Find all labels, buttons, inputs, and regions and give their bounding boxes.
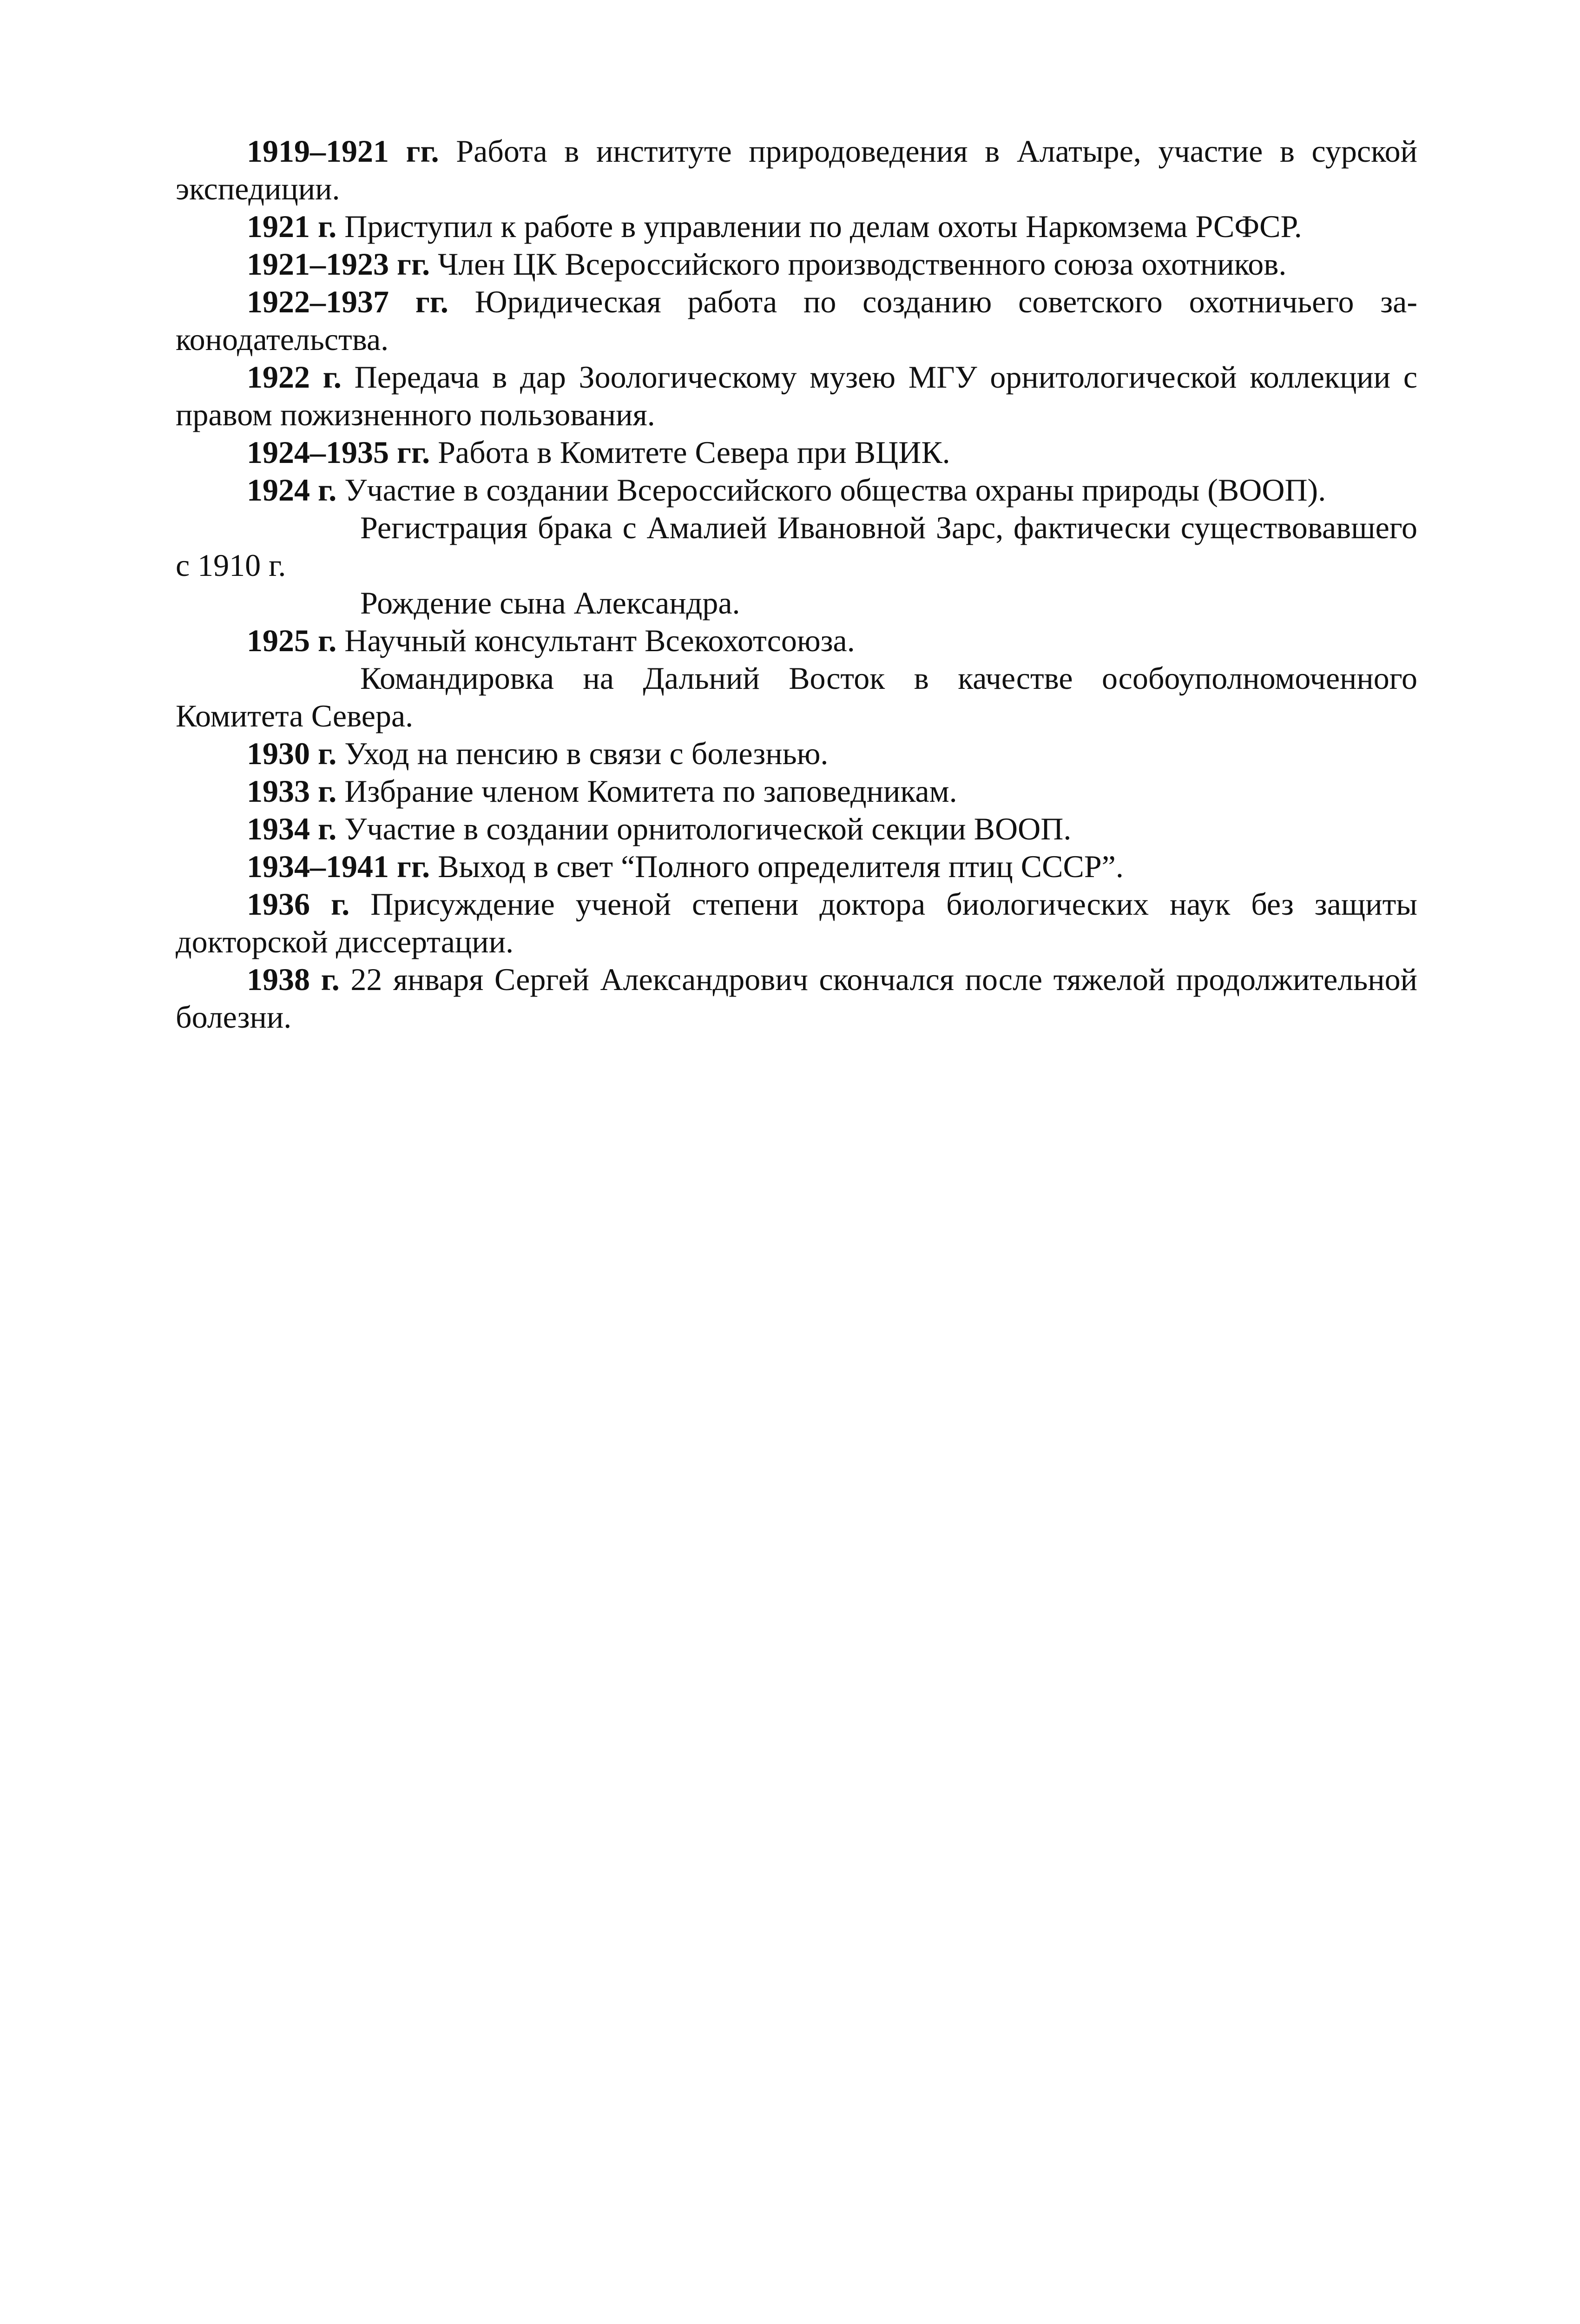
chronology-entry (176, 584, 1417, 622)
entry-text: Научный консультант Всекохотсоюза. (344, 623, 855, 658)
entry-year: 1922–1937 гг. (247, 284, 448, 319)
entry-year: 1933 г. (247, 773, 337, 809)
entry-year: 1921 г. (247, 209, 337, 244)
entry-text: Передача в дар Зоологическому музею МГУ орнитологической коллекции с правом пожизненного пользования. (176, 359, 1418, 432)
entry-year: 1934–1941 гг. (247, 849, 430, 884)
entry-text: Участие в создании Всероссийского общества охраны природы (ВООП). (344, 472, 1326, 508)
chronology-entry (176, 283, 1417, 358)
entry-year: 1938 г. (247, 962, 340, 997)
entry-year: 1924–1935 гг. (247, 435, 430, 470)
entry-year: 1921–1923 гг. (247, 246, 430, 282)
entry-text: Выход в свет “Полного определителя птиц СССР”. (438, 849, 1124, 884)
entry-year: 1934 г. (247, 811, 337, 846)
chronology-entry (176, 245, 1417, 283)
entry-text: Регистрация брака с Амалией Ивановной Зарс, фактически существовавшего с 1910 г. (176, 510, 1417, 583)
chronology-entry (176, 961, 1417, 1036)
chronology-entry (176, 622, 1417, 660)
chronology-entry (176, 848, 1417, 885)
entry-text: Участие в создании орнитологической секции ВООП. (344, 811, 1072, 846)
chronology-entry (176, 660, 1417, 735)
entry-year: 1925 г. (247, 623, 337, 658)
entry-text: Член ЦК Всероссийского производственного союза охотников. (438, 246, 1287, 282)
chronology-entry (176, 735, 1417, 772)
chronology-entry (176, 885, 1417, 961)
entry-text: Присуждение ученой степени доктора биологических наук без защиты докторской диссертации. (176, 886, 1417, 959)
entry-year: 1919–1921 гг. (247, 133, 439, 169)
entry-text: Работа в Комитете Севера при ВЦИК. (438, 435, 950, 470)
entry-year: 1922 г. (247, 359, 342, 395)
entry-year: 1930 г. (247, 736, 337, 771)
chronology-entry (176, 810, 1417, 848)
entry-text: Командировка на Дальний Восток в качестве особоуполномоченного Комитета Севера. (176, 660, 1417, 733)
entry-text: Уход на пенсию в связи с болезнью. (344, 736, 829, 771)
entry-year: 1924 г. (247, 472, 337, 508)
chronology-entry (176, 358, 1417, 434)
chronology-entry (176, 772, 1417, 810)
chronology-page (176, 132, 1417, 1036)
chronology-entry (176, 434, 1417, 471)
chronology-entry (176, 471, 1417, 509)
entry-text: 22 января Сергей Александрович скончался после тяжелой продолжительной болезни. (176, 962, 1417, 1035)
chronology-entry (176, 208, 1417, 245)
chronology-entry (176, 132, 1417, 208)
chronology-entry (176, 509, 1417, 584)
entry-text: Юридическая работа по созданию советского охотничьего законодательства. (176, 284, 1417, 357)
entry-text: Приступил к работе в управлении по делам охоты Наркомзема РСФСР. (344, 209, 1302, 244)
entry-year: 1936 г. (247, 886, 350, 922)
entry-text: Работа в институте природоведения в Алатыре, участие в сурской экспедиции. (176, 133, 1417, 206)
entry-text: Избрание членом Комитета по заповедникам. (344, 773, 957, 809)
entry-text: Рождение сына Александра. (360, 585, 740, 621)
